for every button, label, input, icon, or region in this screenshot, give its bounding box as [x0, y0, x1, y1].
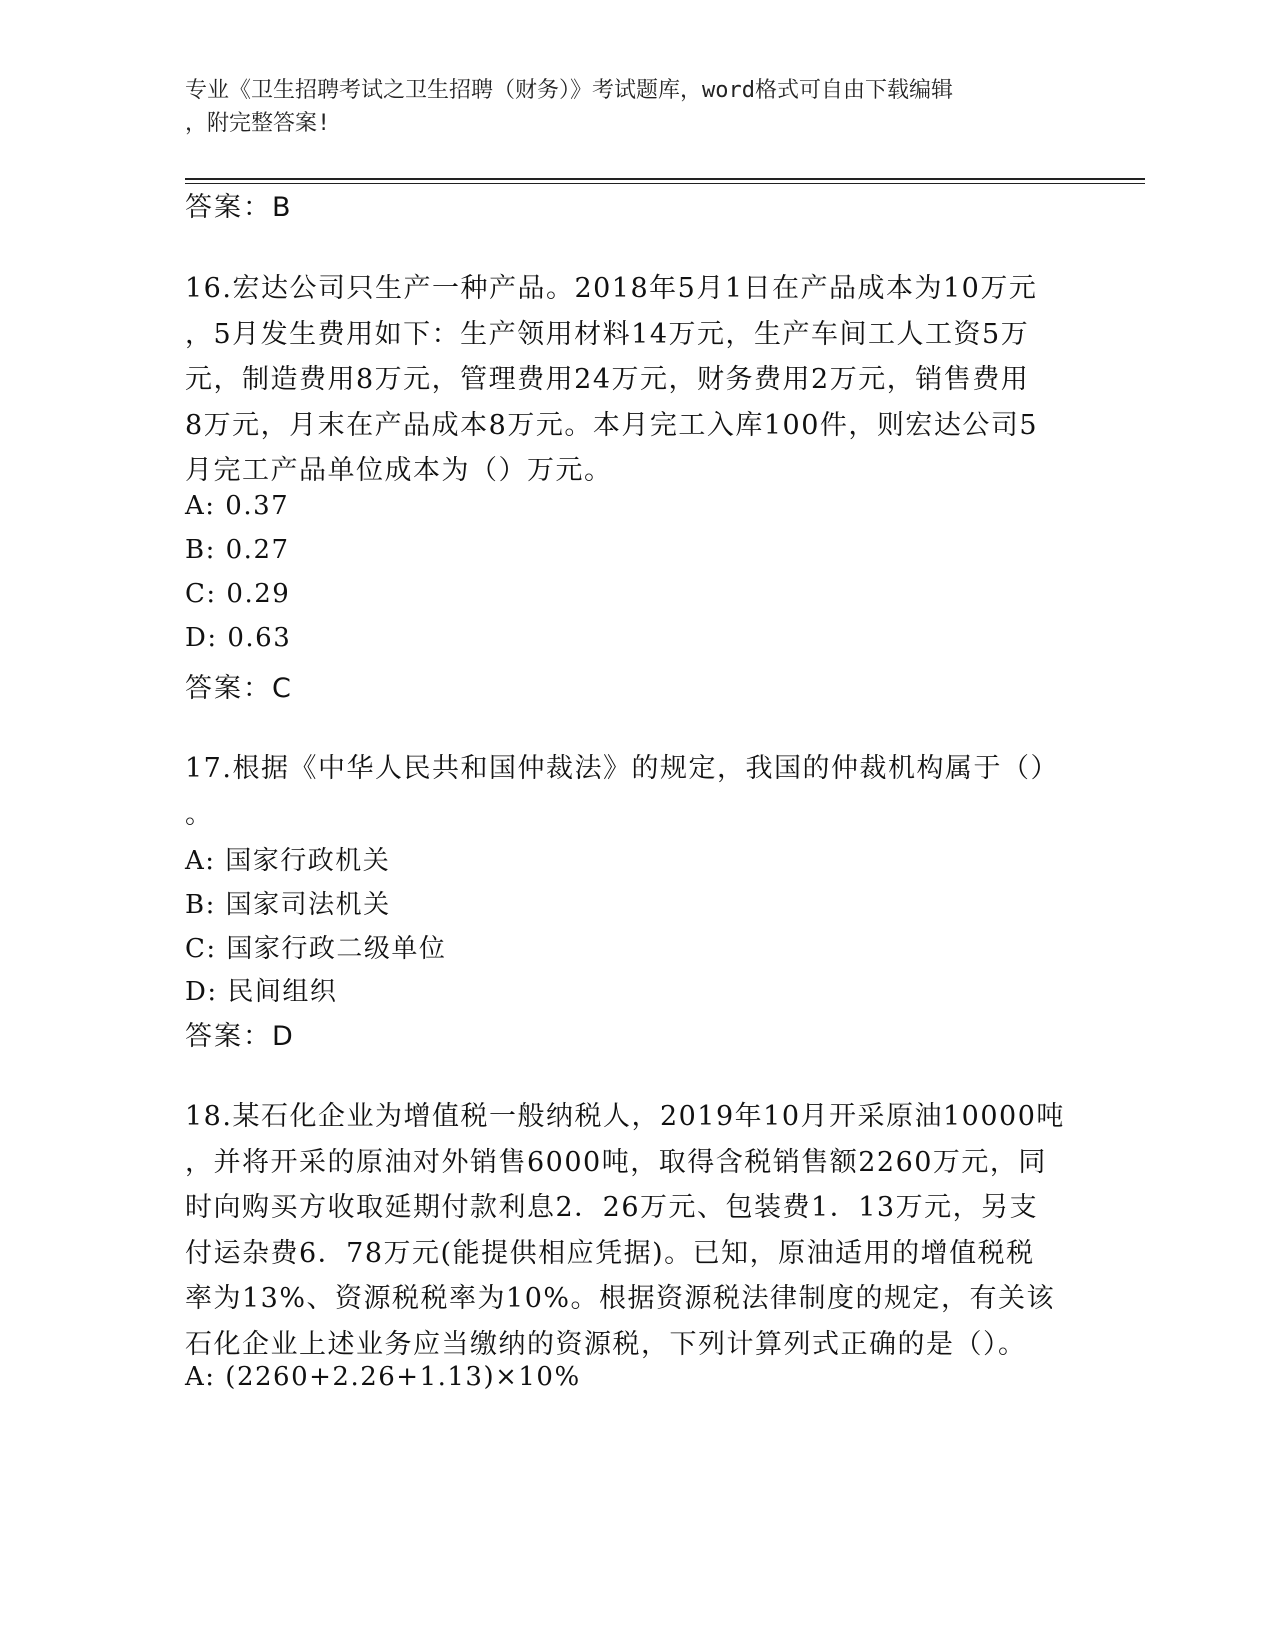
question-line: ，并将开采的原油对外销售6000吨，取得含税销售额2260万元，同	[185, 1146, 1047, 1178]
question-line: 17.根据《中华人民共和国仲裁法》的规定，我国的仲裁机构属于（）	[185, 753, 1059, 784]
header-divider-thin	[185, 183, 1145, 184]
question-line: 月完工产品单位成本为（）万元。	[185, 455, 613, 486]
q16-option-a: A: 0.37	[185, 491, 290, 521]
q16-answer: 答案：C	[185, 673, 293, 704]
question-line: 率为13%、资源税税率为10%。根据资源税法律制度的规定，有关该	[185, 1283, 1056, 1314]
header-line-2: ，附完整答案!	[185, 111, 331, 136]
q17-answer: 答案：D	[185, 1021, 295, 1052]
q17-option-a: A: 国家行政机关	[185, 846, 391, 876]
question-line: 石化企业上述业务应当缴纳的资源税，下列计算列式正确的是（）。	[185, 1328, 1027, 1360]
header-line-1: 专业《卫生招聘考试之卫生招聘（财务）》考试题库，word格式可自由下载编辑	[185, 78, 953, 103]
answer-previous: 答案：B	[185, 192, 293, 223]
q16-option-d: D: 0.63	[185, 623, 292, 653]
question-line: 时向购买方收取延期付款利息2．26万元、包装费1．13万元，另支	[185, 1192, 1039, 1223]
q17-option-c: C: 国家行政二级单位	[185, 934, 447, 964]
q18-option-a: A: (2260+2.26+1.13)×10%	[185, 1362, 581, 1392]
q17-option-b: B: 国家司法机关	[185, 890, 391, 920]
question-line: 8万元，月末在产品成本8万元。本月完工入库100件，则宏达公司5	[185, 409, 1039, 441]
question-18	[185, 1094, 1065, 1367]
q16-option-c: C: 0.29	[185, 579, 291, 609]
q16-option-b: B: 0.27	[185, 535, 290, 565]
question-line: 18.某石化企业为增值税一般纳税人，2019年10月开采原油10000吨	[185, 1101, 1065, 1132]
question-line: 16.宏达公司只生产一种产品。2018年5月1日在产品成本为10万元	[185, 273, 1038, 304]
question-17	[185, 746, 1065, 837]
question-line: 元，制造费用8万元，管理费用24万元，财务费用2万元，销售费用	[185, 364, 1030, 395]
question-line: 。	[185, 798, 214, 830]
question-line: 付运杂费6．78万元(能提供相应凭据)。已知，原油适用的增值税税	[185, 1237, 1035, 1269]
q17-option-d: D: 民间组织	[185, 977, 338, 1007]
header-divider	[185, 178, 1145, 180]
question-line: ，5月发生费用如下：生产领用材料14万元，生产车间工人工资5万	[185, 318, 1030, 350]
page-header	[185, 74, 1065, 140]
question-16	[185, 266, 1065, 494]
